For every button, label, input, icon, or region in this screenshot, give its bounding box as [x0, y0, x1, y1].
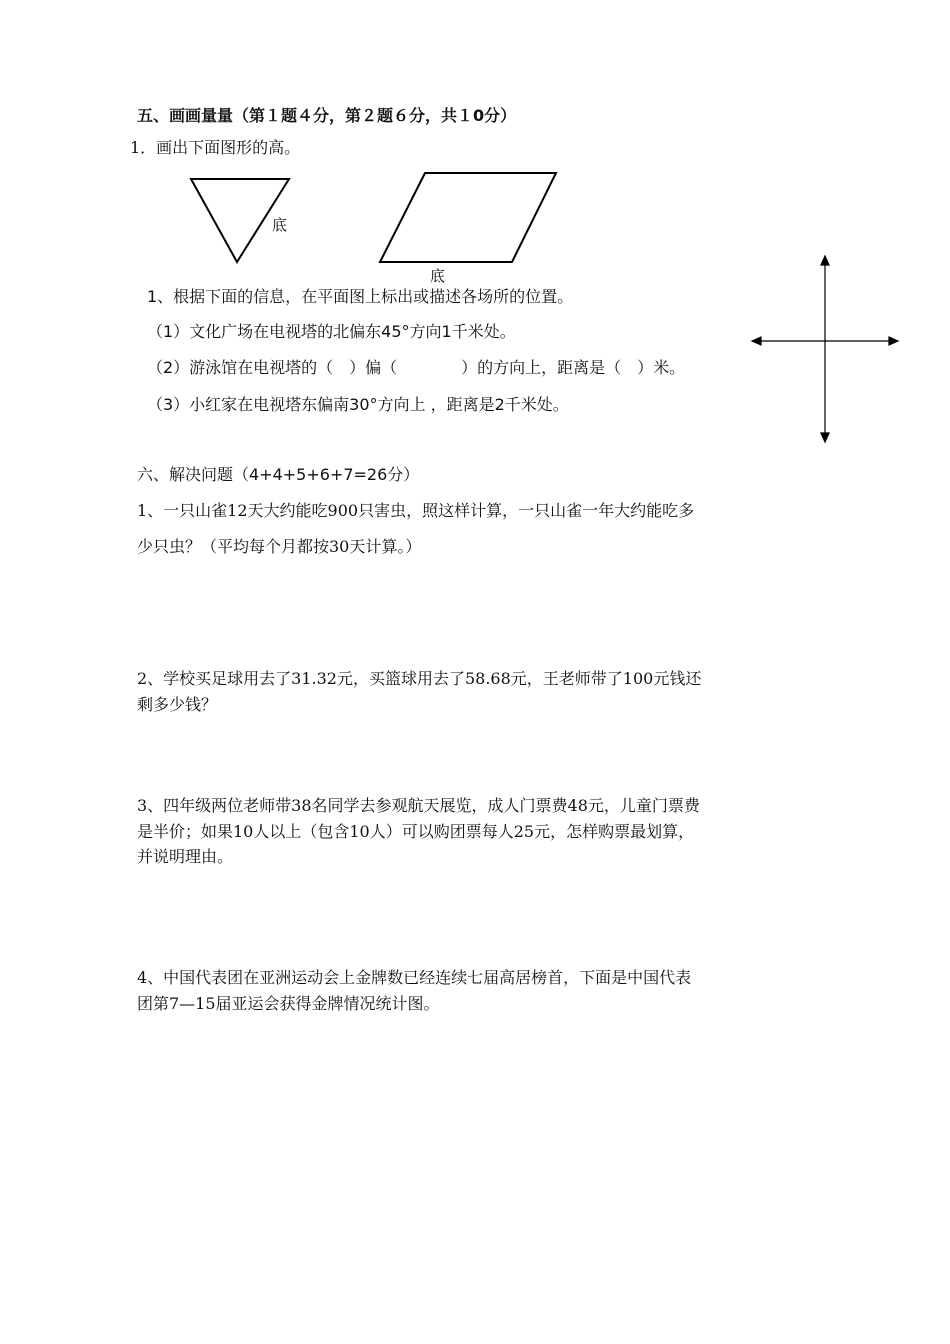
problem3-line2: 是半价；如果10人以上（包含10人）可以购团票每人25元，怎样购票最划算，	[137, 822, 695, 841]
q1-text: 1．画出下面图形的高。	[130, 138, 301, 157]
arrow-down-icon	[821, 433, 829, 442]
compass-cross	[752, 256, 898, 442]
arrow-left-icon	[752, 337, 761, 345]
problem4-line2: 团第7—15届亚运会获得金牌情况统计图。	[137, 994, 440, 1013]
q2-item-1: （1）文化广场在电视塔的北偏东45°方向1千米处。	[147, 322, 516, 341]
problem3-line1: 3、四年级两位老师带38名同学去参观航天展览，成人门票费48元，儿童门票费	[137, 796, 700, 815]
problem4-line1: 4、中国代表团在亚洲运动会上金牌数已经连续七届高居榜首，下面是中国代表	[137, 968, 692, 987]
arrow-right-icon	[889, 337, 898, 345]
triangle-base-label: 底	[272, 216, 288, 234]
problem1-line1: 1、一只山雀12天大约能吃900只害虫，照这样计算，一只山雀一年大约能吃多	[137, 501, 695, 520]
problem1-line2: 少只虫？（平均每个月都按30天计算。）	[137, 537, 422, 556]
problem3-line3: 并说明理由。	[137, 847, 234, 866]
q2-item-2: （2）游泳馆在电视塔的（ ）偏（ ）的方向上，距离是（ ）米。	[147, 358, 686, 377]
section5-title: 五、画画量量（第１题４分，第２题６分，共１0分）	[137, 106, 517, 125]
q2-intro: 1、根据下面的信息，在平面图上标出或描述各场所的位置。	[147, 287, 574, 306]
q2-item-3: （3）小红家在电视塔东偏南30°方向上 ，距离是2千米处。	[147, 395, 569, 414]
arrow-up-icon	[821, 256, 829, 265]
section6-title: 六、解决问题（4+4+5+6+7=26分）	[137, 465, 420, 484]
problem2-line2: 剩多少钱？	[137, 695, 218, 714]
parallelogram-shape	[380, 173, 556, 262]
parallelogram-base-label: 底	[430, 267, 446, 285]
problem2-line1: 2、学校买足球用去了31.32元，买篮球用去了58.68元，王老师带了100元钱还	[137, 669, 702, 688]
